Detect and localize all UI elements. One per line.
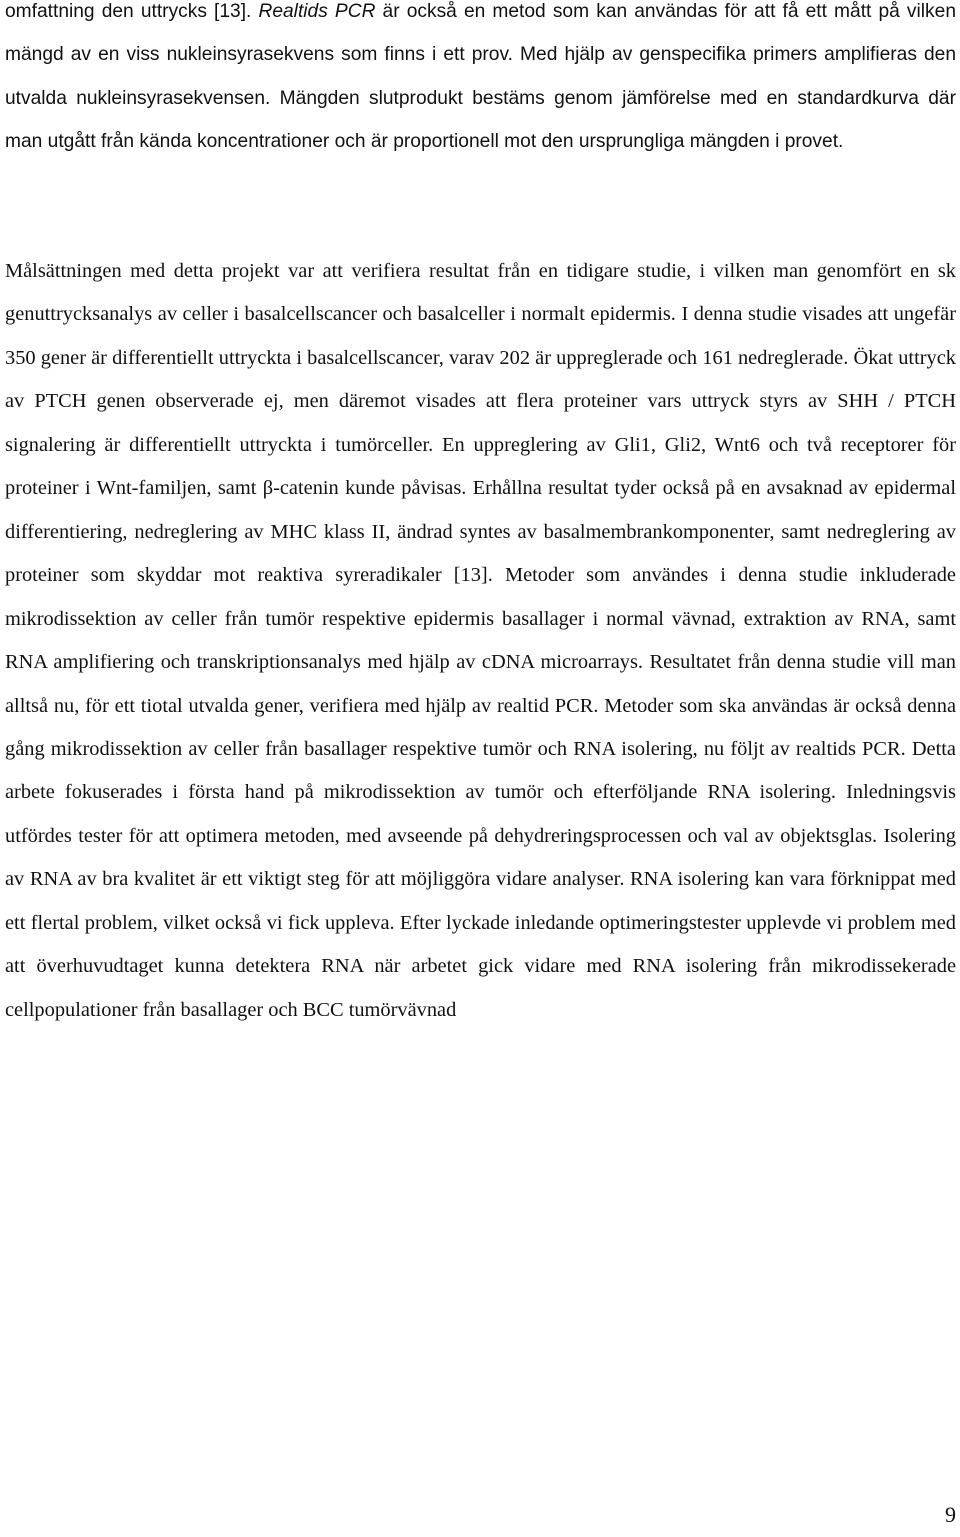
paragraph-1-rest: är också en metod som kan användas för att få ett mått på vilken mängd av en viss nukleinsyrasekvens som finns i ett prov. Med hjälp av genspecifika primers amplifieras den utvalda nukleinsyrasekvensen. Mängden slutprodukt bestäms genom jämförelse med en standardkurva där man utgått från kända koncentrationer och är proportionell mot den ursprungliga mängden i provet. [5,1,956,153]
paragraph-1-emphasis: Realtids PCR [258,1,376,22]
page-number: 9 [945,1502,956,1527]
paragraph-malsattning: Målsättningen med detta projekt var att verifiera resultat från en tidigare studie, i vilken man genomfört en sk genuttrycksanalys av celler i basalcellscancer och basalceller i normalt epidermis. I denna studie visades att ungefär 350 gener är differentiellt uttryckta i basalcellscancer, varav 202 är uppreglerade och 161 nedreglerade. Ökat uttryck av PTCH genen observerade ej, men däremot visades att flera proteiner vars uttryck styrs av SHH / PTCH signalering är differentiellt uttryckta i tumörceller. En uppreglering av Gli1, Gli2, Wnt6 och två receptorer för proteiner i Wnt-familjen, samt β-catenin kunde påvisas. Erhållna resultat tyder också på en avsaknad av epidermal differentiering, nedreglering av MHC klass II, ändrad syntes av basalmembrankomponenter, samt nedreglering av proteiner som skyddar mot reaktiva syreradikaler [13]. Metoder som användes i denna studie inkluderade mikrodissektion av celler från tumör respektive epidermis basallager i normal vävnad, extraktion av RNA, samt RNA amplifiering och transkriptionsanalys med hjälp av cDNA microarrays. Resultatet från denna studie vill man alltså nu, för ett tiotal utvalda gener, verifiera med hjälp av realtid PCR. Metoder som ska användas är också denna gång mikrodissektion av celler från basallager respektive tumör och RNA isolering, nu följt av realtids PCR. Detta arbete fokuserades i första hand på mikrodissektion av tumör och efterföljande RNA isolering. Inledningsvis utfördes tester för att optimera metoden, med avseende på dehydreringsprocessen och val av objektsglas. Isolering av RNA av bra kvalitet är ett viktigt steg för att möjliggöra vidare analyser. RNA isolering kan vara förknippat med ett flertal problem, vilket också vi fick uppleva. Efter lyckade inledande optimeringstester upplevde vi problem med att överhuvudtaget kunna detektera RNA när arbetet gick vidare med RNA isolering från mikrodissekerade cellpopulationer från basallager och BCC tumörvävnad [5,260,956,1021]
paragraph-1-lead: omfattning den uttrycks [13]. [5,1,259,22]
paragraph-realtids-pcr [5,0,956,164]
